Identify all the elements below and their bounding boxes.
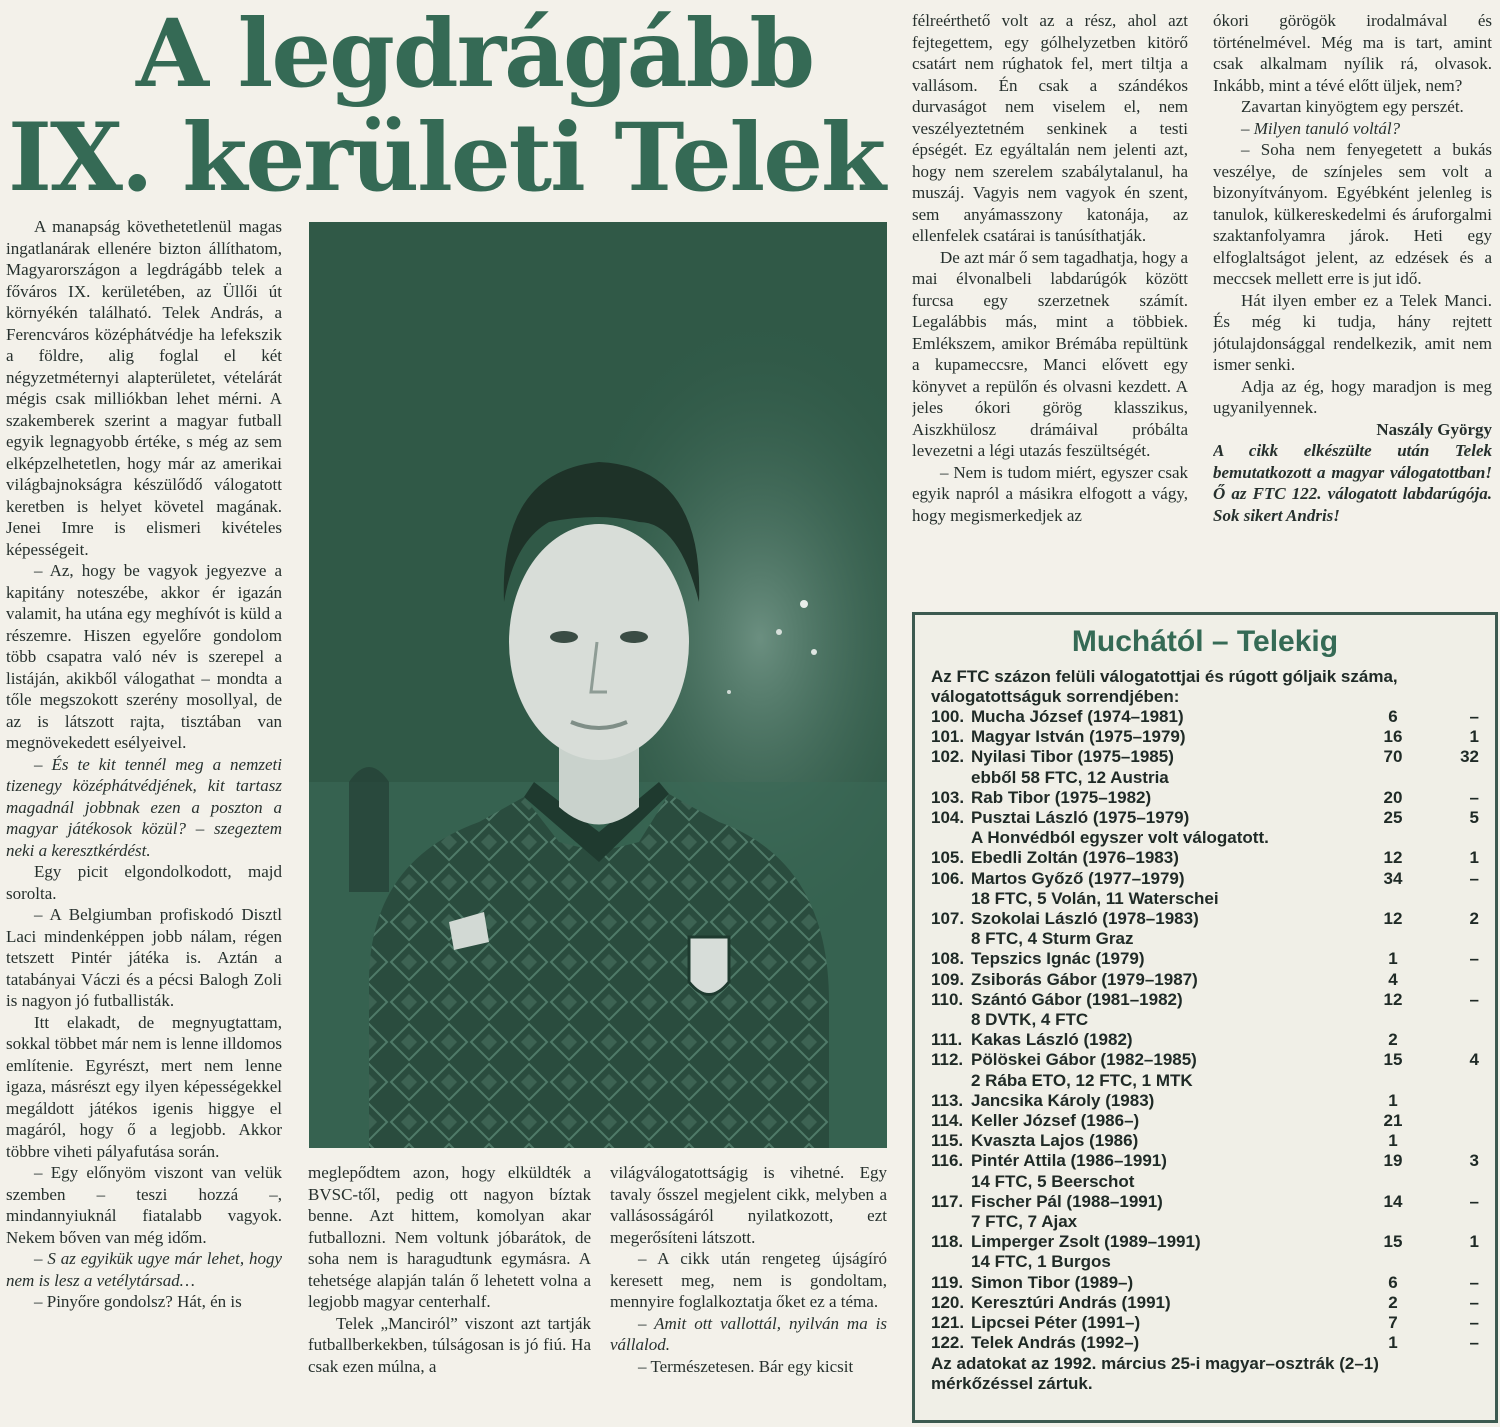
player-number: 100. [931,707,965,726]
stats-box-title: Muchától – Telekig [1071,625,1339,658]
player-goals: – [1469,868,1479,888]
player-name: Mucha József (1974–1981) [971,707,1184,726]
player-note: 18 FTC, 5 Volán, 11 Waterschei [971,888,1219,908]
stats-box [912,612,1498,1423]
player-name: Kakas László (1982) [971,1030,1133,1050]
player-note: 14 FTC, 1 Burgos [971,1252,1111,1272]
table-row [931,970,1483,990]
article-column-3-lower [610,1162,887,1427]
player-number: 112. [931,1050,964,1070]
table-note-row [931,1252,1483,1272]
table-note-row [931,1071,1483,1091]
article-paragraph: – Nem is tudom miért, egyszer csak egyik napról a másikra elfogott a vágy, hogy megismerkedjek az [912,462,1188,525]
player-number: 101. [931,727,965,747]
table-row [931,949,1483,969]
player-caps: 19 [1383,1151,1403,1171]
article-paragraph: meglepődtem azon, hogy elküldték a BVSC-től, pedig ott nagyon bíztak benne. Azt hittem, komolyan akar futballozni. Nem voltunk jóbarátok, de soha nem is haragudtunk egymásra. A tehetsége alapján talán ő lehetett volna a legjobb magyar centerhalf. [308,1163,591,1311]
article-paragraph: Adja az ég, hogy maradjon is meg ugyanilyennek. [1213,376,1492,417]
player-caps: 2 [1388,1030,1398,1050]
player-goals: 5 [1469,808,1479,828]
table-row [931,1111,1483,1131]
table-row [931,1232,1483,1252]
table-note-row [931,1172,1483,1192]
player-caps: 1 [1388,1333,1398,1353]
player-number: 104. [931,808,965,828]
player-name: Telek András (1992–) [971,1333,1140,1353]
player-note: 14 FTC, 5 Beerschot [971,1171,1135,1191]
article-paragraph: félreérthető volt az a rész, ahol azt fejtegettem, egy gólhelyzetben kitörő csatárt nem rúghatok fel, mert tiltja a vallásom. Én csak a szándékos durvaságot nem viselem el, nem veszélyeztetném senkinek a testi épségét. Ez egyáltalán nem jelenti azt, hogy nem szerelem szabálytalanul, ha muszáj. Vagyis nem vagyok én szent, sem anyámasszony katonája, az ellenfelek csatárai is tanúsíthatják. [912,11,1188,245]
player-caps: 2 [1388,1292,1398,1312]
player-caps: 12 [1383,989,1403,1009]
table-row [931,1091,1483,1111]
player-goals: – [1469,787,1479,807]
player-note: ebből 58 FTC, 12 Austria [971,767,1169,787]
players-table [931,707,1483,1354]
player-name: Pintér Attila (1986–1991) [971,1151,1167,1171]
player-name: Kvaszta Lajos (1986) [971,1131,1139,1151]
table-row [931,1313,1483,1333]
player-name: Tepszics Ignác (1979) [971,949,1145,969]
table-note-row [931,929,1483,949]
player-goals: 1 [1469,1232,1479,1252]
player-caps: 16 [1383,727,1403,747]
article-column-3 [912,10,1188,602]
player-name: Fischer Pál (1988–1991) [971,1191,1163,1211]
headline-line-1: A legdrágább [136,0,814,109]
article-paragraph: A cikk elkészülte után Telek bemutatkozott a magyar válogatottban! Ő az FTC 122. válogatott labdarúgója. Sok sikert Andris! [1213,441,1492,525]
player-number: 109. [931,969,965,989]
article-paragraph: – Amit ott vallottál, nyilván ma is vállalod. [610,1313,887,1354]
player-caps: 21 [1383,1111,1403,1131]
article-paragraph: Telek „Manciról” viszont azt tartják futballberkekben, túlságosan is jó fiú. Ha csak ezen múlna, a [308,1313,591,1376]
player-goals [1423,1111,1483,1131]
player-goals: 2 [1469,909,1479,929]
table-row [931,727,1483,747]
player-number: 110. [931,989,964,1009]
player-number: 117. [931,1191,964,1211]
player-number: 111. [931,1030,963,1050]
player-goals [1423,1030,1483,1050]
player-name: Limperger Zsolt (1989–1991) [971,1232,1201,1252]
player-note: A Honvédból egyszer volt válogatott. [971,828,1269,848]
article-paragraph: Hát ilyen ember ez a Telek Manci. És még ki tudja, hány rejtett jótulajdonsággal rendelkezik, amit nem ismer senki. [1213,290,1492,374]
player-note: 8 FTC, 4 Sturm Graz [971,929,1134,949]
table-row [931,1192,1483,1212]
player-goals: – [1469,1313,1479,1333]
article-paragraph: – S az egyikük ugye már lehet, hogy nem is lesz a vetélytársad… [6,1249,282,1290]
player-goals: – [1469,1333,1479,1353]
article-paragraph: ókori görögök irodalmával és történelmével. Még ma is tart, amint csak alkalmam nyílik rá, olvasok. Inkább, mint a tévé előtt üljek, nem? [1213,11,1492,95]
table-row [931,869,1483,889]
headline-line-2: IX. kerületi Telek [8,103,885,213]
table-row [931,788,1483,808]
player-goals: – [1469,1191,1479,1211]
headline [8,0,908,213]
player-name: Pölöskei Gábor (1982–1985) [971,1050,1197,1070]
player-number: 113. [931,1090,964,1110]
player-goals: 4 [1469,1050,1479,1070]
player-caps: 1 [1388,949,1398,969]
player-name: Martos Győző (1977–1979) [971,868,1185,888]
article-paragraph: De azt már ő sem tagadhatja, hogy a mai élvonalbeli labdarúgók között furcsa egy szerzetnek számít. Legalábbis más, mint a többiek. Emlékszem, amikor Brémába repültünk a kupameccsre, Manci elővett egy könyvet a repülőn és olvasni kezdett. A jeles ókori görög klasszikus, Aiszkhülosz drámáival próbálta levezetni a légi utazás feszültségét. [912,247,1188,460]
article-paragraph: – Természetesen. Bár egy kicsit [638,1356,854,1376]
player-caps: 70 [1383,747,1403,767]
player-number: 107. [931,909,965,929]
player-caps: 4 [1388,969,1398,989]
article-column-2 [308,1162,591,1427]
player-goals: – [1469,949,1479,969]
player-name: Szokolai László (1978–1983) [971,909,1199,929]
player-number: 114. [931,1111,964,1131]
article-paragraph: – Soha nem fenyegetett a bukás veszélye, de színjeles sem volt a bizonyítványom. Egyébként jelenleg is tanulok, külkereskedelmi és áruforgalmi szaktanfolyamra járok. Heti egy elfoglaltságot jelent, az edzések és a meccsek mellett erre is jut idő. [1213,140,1492,288]
player-caps: 15 [1383,1232,1403,1252]
player-name: Simon Tibor (1989–) [971,1272,1134,1292]
player-name: Jancsika Károly (1983) [971,1090,1155,1110]
table-row [931,1293,1483,1313]
player-caps: 14 [1383,1191,1403,1211]
player-goals: – [1469,989,1479,1009]
article-column-1 [6,216,282,1427]
player-photo [309,222,887,1148]
player-goals: 1 [1469,727,1479,747]
article-paragraph: – És te kit tennél meg a nemzeti tizenegy középhátvédjének, kit tartasz magadnál jobbnak ezen a poszton a magyar játékosok közül? – szegeztem neki a keresztkérdést. [6,754,282,860]
player-name: Szántó Gábor (1981–1982) [971,989,1183,1009]
player-name: Pusztai László (1975–1979) [971,808,1190,828]
player-number: 102. [931,747,965,767]
article-paragraph: Naszály György [1376,419,1492,439]
player-name: Ebedli Zoltán (1976–1983) [971,848,1179,868]
player-caps: 34 [1383,868,1403,888]
table-note-row [931,768,1483,788]
player-number: 115. [931,1131,964,1151]
player-name: Keller József (1986–) [971,1111,1140,1131]
player-number: 103. [931,787,965,807]
table-row [931,1030,1483,1050]
article-paragraph: – A Belgiumban profiskodó Disztl Laci mindenképpen jobb nálam, régen tetszett Pintér játéka is. Aztán a tatabányai Váczi és a pécsi Balogh Zoli is nagyon jó futballisták. [6,905,282,1010]
player-number: 106. [931,868,965,888]
player-note: 2 Rába ETO, 12 FTC, 1 MTK [971,1070,1193,1090]
table-row [931,747,1483,767]
player-number: 105. [931,848,965,868]
player-goals [1423,970,1483,990]
player-name: Lipcsei Péter (1991–) [971,1313,1141,1333]
article-paragraph: világválogatottságig is vihetné. Egy tavaly ősszel megjelent cikk, melyben a vallásosságáról nyilatkozott, ezt megerősíteni látszott. [610,1163,887,1247]
player-caps: 7 [1388,1313,1398,1333]
player-name: Keresztúri András (1991) [971,1292,1171,1312]
player-number: 116. [931,1151,964,1171]
player-goals [1423,1131,1483,1151]
player-caps: 15 [1383,1050,1403,1070]
player-goals: – [1469,1272,1479,1292]
player-number: 121. [931,1313,965,1333]
player-caps: 1 [1388,1131,1398,1151]
player-goals: 32 [1460,747,1479,767]
table-row [931,808,1483,828]
player-goals: 1 [1469,848,1479,868]
player-caps: 6 [1388,1272,1398,1292]
player-caps: 12 [1383,848,1403,868]
player-number: 108. [931,949,965,969]
stats-box-intro: Az FTC százon felüli válogatottjai és rúgott góljaik száma, válogatottságuk sorrendjében: [931,667,1398,706]
player-caps: 1 [1388,1090,1398,1110]
player-number: 119. [931,1272,964,1292]
article-paragraph: A manapság követhetetlenül magas ingatlanárak ellenére bizton állíthatom, Magyarországon a legdrágább telek a főváros IX. kerületében, az Üllői út környékén található. Telek András, a Ferencváros középhátvédje ha lefekszik a földre, alig foglal el két négyzetméternyi alapterületet, vételárát mégis csak milliókban lehet mérni. A szakemberek szerint a magyar futball egyik legnagyobb értéke, s még az sem elképzelhetetlen, hogy már az amerikai világbajnokságra készülődő válogatott keretben is helyet követel magának. Jenei Imre is elismeri kivételes képességeit. [6,217,282,559]
table-note-row [931,1010,1483,1030]
article-paragraph: – Pinyőre gondolsz? Hát, én is [34,1292,242,1311]
player-name: Magyar István (1975–1979) [971,727,1186,747]
table-row [931,848,1483,868]
article-paragraph: – Az, hogy be vagyok jegyezve a kapitány noteszébe, akkor ér igazán valamit, ha utána egy meghívót is küld a részemre. Hiszen egyelőre gondolom több csapatra való név is szerepel a listáján, akikből válogathat – mondta a tőle megszokott szerény mosollyal, de az is látszott rajta, tisztában van megnövekedett esélyeivel. [6,561,282,752]
player-name: Nyilasi Tibor (1975–1985) [971,747,1174,767]
player-photo-illustration [309,222,887,1148]
table-note-row [931,889,1483,909]
player-number: 118. [931,1232,964,1252]
article-paragraph: Zavartan kinyögtem egy perszét. [1241,97,1464,116]
article-paragraph: – Egy előnyöm viszont van velük szemben – teszi hozzá –, mindannyiuknál fiatalabb vagyok. Nekem bőven van még időm. [6,1163,282,1247]
table-row [931,1050,1483,1070]
player-goals: 3 [1469,1151,1479,1171]
player-name: Zsiborás Gábor (1979–1987) [971,969,1198,989]
table-row [931,707,1483,727]
player-caps: 25 [1383,808,1403,828]
stats-box-outro: Az adatokat az 1992. március 25-i magyar–osztrák (2–1) mérkőzéssel zártuk. [931,1353,1379,1393]
player-note: 8 DVTK, 4 FTC [971,1010,1089,1030]
player-goals [1423,1091,1483,1111]
player-number: 120. [931,1292,965,1312]
player-goals: – [1469,707,1479,726]
table-note-row [931,828,1483,848]
player-caps: 20 [1383,787,1403,807]
table-row [931,990,1483,1010]
article-column-4 [1213,10,1492,602]
player-name: Rab Tibor (1975–1982) [971,787,1152,807]
table-row [931,909,1483,929]
player-caps: 12 [1383,909,1403,929]
article-paragraph: – Milyen tanuló voltál? [1241,118,1401,138]
table-row [931,1131,1483,1151]
table-row [931,1333,1483,1353]
table-row [931,1273,1483,1293]
player-caps: 6 [1388,707,1398,726]
player-number: 122. [931,1333,965,1353]
article-paragraph: Egy picit elgondolkodott, majd sorolta. [6,862,282,903]
article-paragraph: Itt elakadt, de megnyugtattam, sokkal többet már nem is lenne illdomos említenie. Egyrészt, mert nem lenne igaza, másrészt egy ilyen képességekkel megáldott játékos igenis higgye el magáról, hogy ő a legjobb. Akkor többre viheti pályafutása során. [6,1012,282,1161]
player-note: 7 FTC, 7 Ajax [971,1212,1078,1232]
table-row [931,1151,1483,1171]
article-paragraph: – A cikk után rengeteg újságíró keresett meg, nem is gondoltam, mennyire foglalkoztatja őket ez a téma. [610,1249,887,1311]
table-note-row [931,1212,1483,1232]
player-goals: – [1469,1292,1479,1312]
